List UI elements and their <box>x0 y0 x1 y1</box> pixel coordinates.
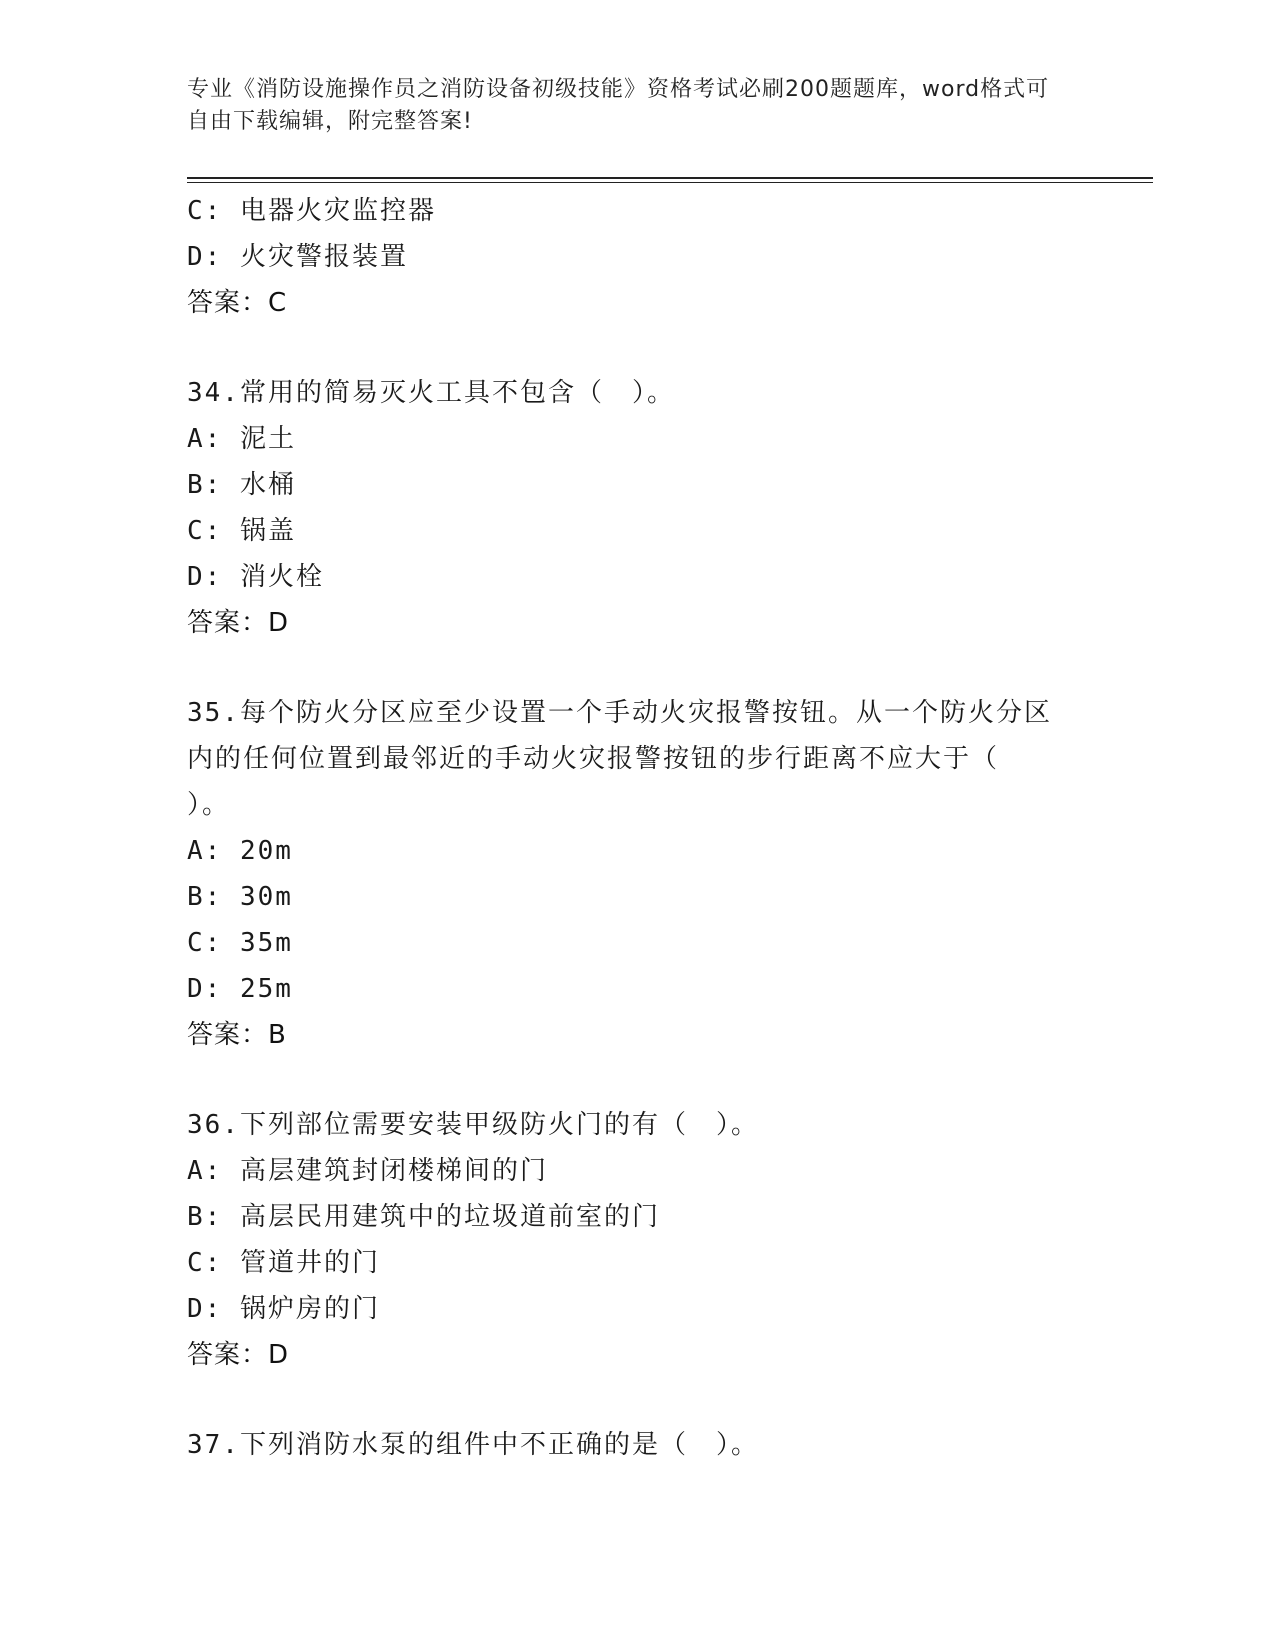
question-35-line-3: ）。 <box>187 790 231 820</box>
option-d <box>187 966 1087 1012</box>
answer-line: 答案：B <box>187 1020 287 1050</box>
option-b <box>187 1194 1087 1240</box>
option-label: B: <box>187 470 223 500</box>
option-text: 电器火灾监控器 <box>239 196 436 226</box>
option-a <box>187 416 1087 462</box>
document-header: 专业《消防设施操作员之消防设备初级技能》资格考试必刷200题题库，word格式可自由下载编辑，附完整答案! <box>187 77 1050 134</box>
option-text: 水桶 <box>239 470 296 500</box>
option-label: B: <box>187 1202 223 1232</box>
option-text: 锅炉房的门 <box>239 1294 380 1324</box>
question-36: 36.下列部位需要安装甲级防火门的有（ ）。 <box>187 1110 759 1140</box>
option-text: 20m <box>239 836 293 866</box>
option-c <box>187 508 1087 554</box>
option-text: 25m <box>239 974 293 1004</box>
option-label: D: <box>187 974 223 1004</box>
question-list <box>187 188 1087 1468</box>
option-c <box>187 920 1087 966</box>
question-34: 34.常用的简易灭火工具不包含（ ）。 <box>187 378 675 408</box>
question-35-line-1: 35.每个防火分区应至少设置一个手动火灾报警按钮。从一个防火分区 <box>187 698 1052 728</box>
option-label: B: <box>187 882 223 912</box>
option-c <box>187 1240 1087 1286</box>
option-text: 高层民用建筑中的垃圾道前室的门 <box>239 1202 660 1232</box>
question-37: 37.下列消防水泵的组件中不正确的是（ ）。 <box>187 1430 759 1460</box>
option-d <box>187 554 1087 600</box>
option-label: A: <box>187 1156 223 1186</box>
option-text: 30m <box>239 882 293 912</box>
option-d <box>187 1286 1087 1332</box>
option-a <box>187 828 1087 874</box>
option-b <box>187 462 1087 508</box>
option-text: 35m <box>239 928 293 958</box>
header-rule-thin <box>187 182 1153 183</box>
option-text: 火灾警报装置 <box>239 242 408 272</box>
option-d <box>187 234 1087 280</box>
option-text: 管道井的门 <box>239 1248 380 1278</box>
option-text: 消火栓 <box>239 562 324 592</box>
answer-line: 答案：C <box>187 288 288 318</box>
option-text: 泥土 <box>239 424 296 454</box>
option-label: D: <box>187 242 223 272</box>
option-c <box>187 188 1087 234</box>
option-b <box>187 874 1087 920</box>
answer-line: 答案：D <box>187 1340 290 1370</box>
option-label: C: <box>187 516 223 546</box>
option-label: C: <box>187 928 223 958</box>
answer-line: 答案：D <box>187 608 290 638</box>
option-label: C: <box>187 1248 223 1278</box>
option-text: 锅盖 <box>239 516 296 546</box>
option-label: D: <box>187 562 223 592</box>
option-text: 高层建筑封闭楼梯间的门 <box>239 1156 548 1186</box>
option-label: D: <box>187 1294 223 1324</box>
option-label: A: <box>187 836 223 866</box>
option-a <box>187 1148 1087 1194</box>
header-rule-thick <box>187 177 1153 179</box>
option-label: A: <box>187 424 223 454</box>
option-label: C: <box>187 196 223 226</box>
question-35-line-2: 内的任何位置到最邻近的手动火灾报警按钮的步行距离不应大于（ <box>187 744 1000 774</box>
